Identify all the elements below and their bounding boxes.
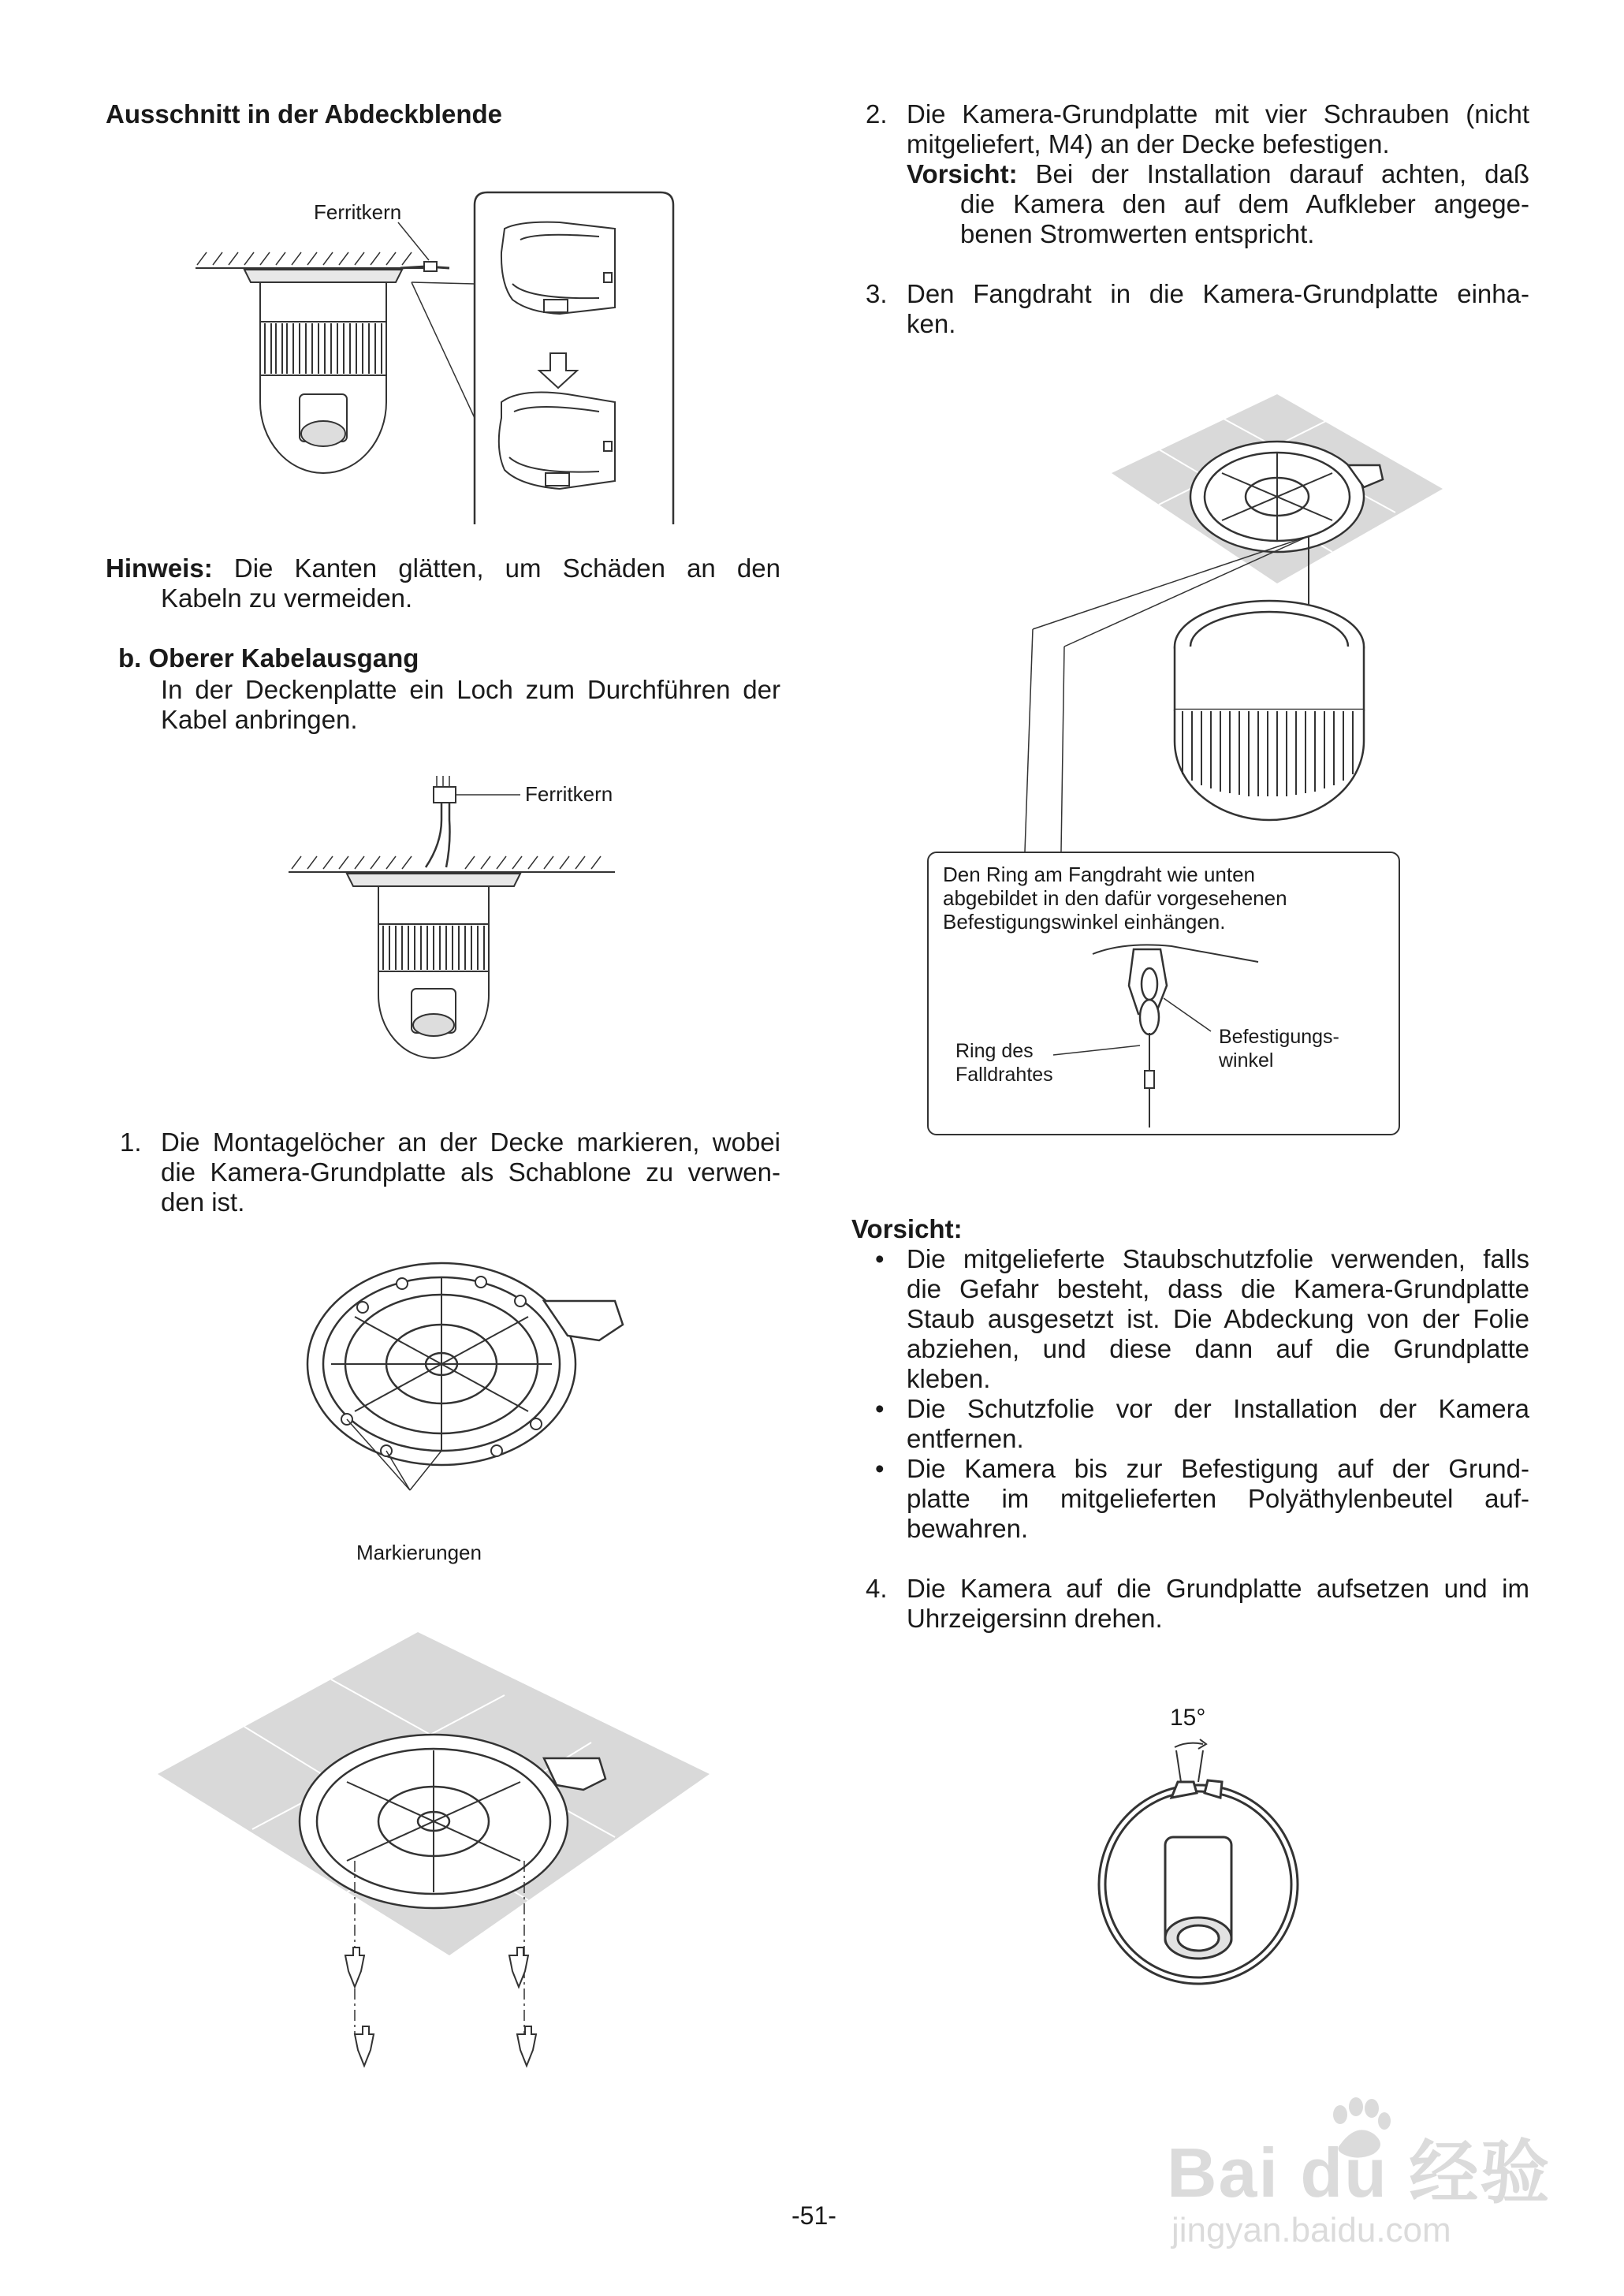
bullet-3-line-3: bewahren. [907,1514,1029,1543]
bullet-1-line-5: kleben. [907,1364,991,1393]
bullet-3-line-1: Die Kamera bis zur Befestigung auf der Grund- [907,1454,1529,1483]
bullet-3-line-2: platte im mitgelieferten Polyäthylenbeutel auf- [907,1484,1529,1513]
step4-number: 4. [866,1574,888,1603]
step1-number: 1. [120,1128,142,1157]
step4-line-2: Uhrzeigersinn drehen. [907,1604,1163,1633]
angle-label: 15° [1170,1705,1206,1731]
vorsicht-line-2: die Kamera den auf dem Aufkleber angege- [960,189,1529,218]
vorsicht-label: Vorsicht: [907,159,1018,188]
step3-number: 3. [866,279,888,308]
figure-safety-wire-camera [922,386,1474,859]
step1-line-1: Die Montagelöcher an der Decke markieren, wobei [161,1128,780,1157]
callout-line-2: abgebildet in den dafür vorgesehenen [943,886,1287,910]
b-line-1: In der Deckenplatte ein Loch zum Durchführen der [161,675,780,704]
watermark [1167,2097,1608,2255]
callout-line-3: Befestigungswinkel einhängen. [943,910,1226,934]
hinweis-label: Hinweis: [106,554,213,583]
watermark-brand: Bai du 经验 [1167,2134,1551,2212]
step3-line-1: Den Fangdraht in die Kamera-Grundplatte einha- [907,279,1529,308]
page-number: -51- [792,2201,836,2230]
step2-line-2: mitgeliefert, M4) an der Decke befestigen. [907,129,1390,158]
bullet-1-line-4: abziehen, und diese dann auf die Grundplatte [907,1334,1529,1363]
bracket-label-1: Befestigungs- [1219,1026,1339,1048]
bullet-1-line-2: die Gefahr besteht, dass die Kamera-Grundplatte [907,1274,1529,1303]
step4-line-1: Die Kamera auf die Grundplatte aufsetzen und im [907,1574,1529,1603]
step1-line-2: die Kamera-Grundplatte als Schablone zu verwen- [161,1157,780,1187]
watermark-url: jingyan.baidu.com [1171,2211,1451,2249]
hinweis-line-1 [106,554,780,583]
markierungen-label: Markierungen [356,1541,482,1564]
figure-top-cable-exit-camera [284,773,631,1072]
figure-cutout-camera [189,181,678,528]
figure-rotation-15deg [1096,1727,1332,1995]
step2-line-1: Die Kamera-Grundplatte mit vier Schrauben (nicht [907,99,1529,129]
bullet-1-line-1: Die mitgelieferte Staubschutzfolie verwenden, falls [907,1244,1529,1273]
bullet-1-line-3: Staub ausgesetzt ist. Die Abdeckung von der Folie [907,1304,1529,1333]
ferritkern-label-2: Ferritkern [525,782,613,806]
section-heading-top-cable-exit: b. Oberer Kabelausgang [118,643,419,673]
vorsicht-heading: Vorsicht: [851,1214,963,1243]
bullet-3-marker: • [875,1454,885,1483]
bullet-1-marker: • [875,1244,885,1273]
step2-number: 2. [866,99,888,129]
vorsicht-line-1 [907,159,1529,189]
vorsicht-line-3: benen Stromwerten entspricht. [960,219,1315,248]
ring-label-2: Falldrahtes [955,1064,1053,1086]
step3-line-2: ken. [907,309,956,338]
figure-base-plate-screws [150,1624,717,2074]
bullet-2-line-2: entfernen. [907,1424,1024,1453]
section-heading-cutout: Ausschnitt in der Abdeckblende [106,99,503,129]
hinweis-text-1: Die Kanten glätten, um Schäden an den [233,554,780,583]
vorsicht-text-1: Bei der Installation darauf achten, daß [1035,159,1529,188]
bullet-2-line-1: Die Schutzfolie vor der Installation der Kamera [907,1394,1529,1423]
ferritkern-label-1: Ferritkern [314,200,402,224]
ring-label-1: Ring des [955,1040,1034,1062]
hinweis-line-2: Kabeln zu vermeiden. [161,583,413,613]
figure-base-plate-markings [284,1254,646,1514]
callout-line-1: Den Ring am Fangdraht wie unten [943,863,1256,886]
b-line-2: Kabel anbringen. [161,705,358,734]
bullet-2-marker: • [875,1394,885,1423]
step1-line-3: den ist. [161,1187,245,1217]
bracket-label-2: winkel [1219,1049,1274,1072]
